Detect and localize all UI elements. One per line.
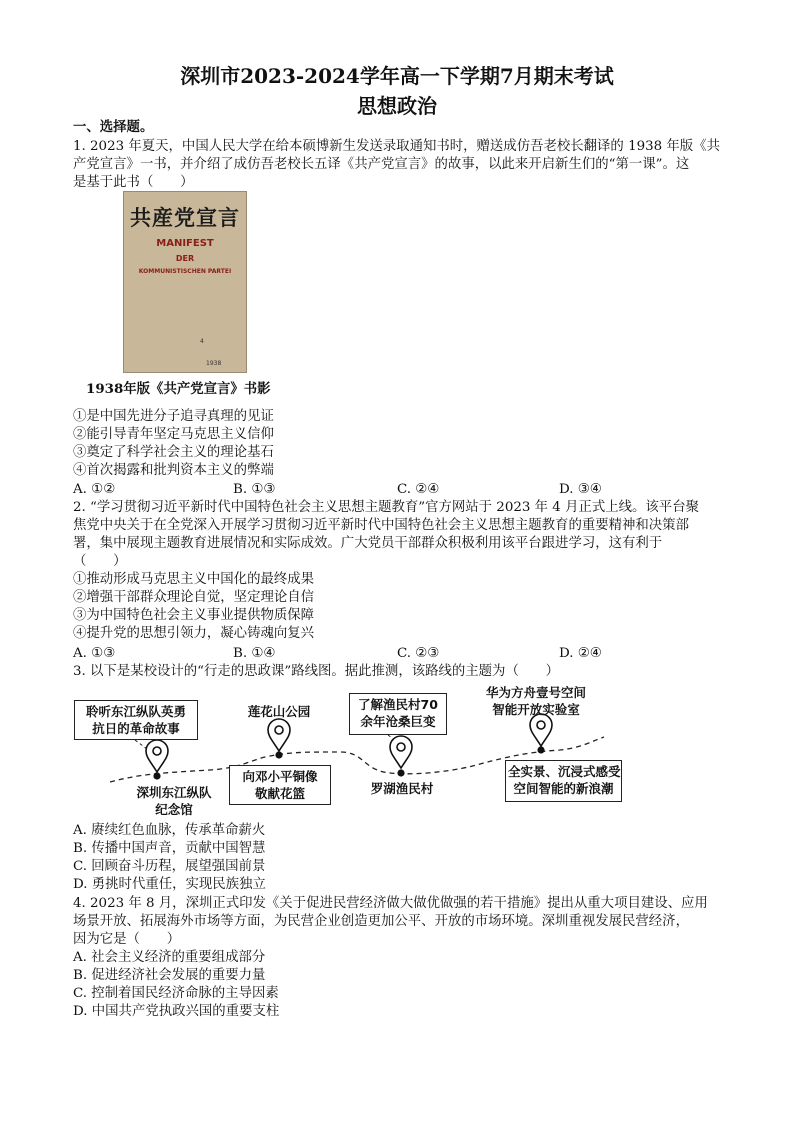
q3-option-c[interactable]: C. 回顾奋斗历程，展望强国前景 [73, 859, 266, 874]
book-title: 共産党宣言 [130, 206, 240, 230]
box1-line-2: 抗日的革命故事 [92, 721, 180, 736]
q4-option-d[interactable]: D. 中国共产党执政兴国的重要支柱 [73, 1004, 280, 1019]
q3-option-a[interactable]: A. 赓续红色血脉，传承革命薪火 [73, 823, 266, 838]
exam-title: 深圳市2023-2024学年高一下学期7月期末考试 [180, 64, 614, 88]
q1-stem-line-1: 1. 2023 年夏天，中国人民大学在给本硕博新生发送录取通知书时，赠送成仿吾老校长翻译的 1938 年版《共 [73, 139, 720, 154]
q1-item-2: ②能引导青年坚定马克思主义信仰 [73, 427, 274, 442]
q3-option-b[interactable]: B. 传播中国声音，贡献中国智慧 [73, 841, 266, 856]
section-heading: 一、选择题。 [73, 119, 154, 135]
box4-line-1: 全实景、沉浸式感受 [508, 764, 621, 779]
box2-line-2: 敬献花篮 [254, 786, 305, 801]
q2-item-1: ①推动形成马克思主义中国化的最终成果 [73, 572, 315, 587]
q4-option-c[interactable]: C. 控制着国民经济命脉的主导因素 [73, 986, 279, 1001]
book-number: 4 [200, 338, 204, 345]
stop-label-luohu-village: 罗湖渔民村 [370, 781, 434, 796]
q3-option-d[interactable]: D. 勇挑时代重任，实现民族独立 [73, 877, 266, 892]
q1-item-1: ①是中国先进分子追寻真理的见证 [73, 409, 274, 424]
stop-label-lianhuashan: 莲花山公园 [247, 704, 311, 719]
location-pin-icon [530, 714, 552, 746]
q2-option-b[interactable]: B. ①④ [233, 646, 276, 661]
q1-stem-line-3: 是基于此书（ ） [73, 175, 194, 190]
q2-stem-line-2: 焦党中央关于在全党深入开展学习贯彻习近平新时代中国特色社会主义思想主题教育的重要精神和决策部 [73, 518, 689, 533]
box3-line-2: 余年沧桑巨变 [360, 714, 436, 729]
book-year: 1938 [206, 360, 222, 367]
q2-stem-line-1: 2. “学习贯彻习近平新时代中国特色社会主义思想主题教育”官方网站于 2023 年 4 月正式上线。该平台聚 [73, 500, 699, 515]
book-caption: 1938年版《共产党宣言》书影 [86, 381, 271, 397]
route-box-east-river-story [74, 700, 198, 740]
route-box-spatial-intelligence [505, 760, 622, 802]
stop-label-dongjiang-memorial [128, 784, 220, 818]
box4-line-2: 空间智能的新浪潮 [513, 781, 614, 796]
box2-line-1: 向邓小平铜像 [242, 769, 318, 784]
box1-line-1: 聆听东江纵队英勇 [85, 704, 186, 719]
q1-option-d[interactable]: D. ③④ [559, 482, 602, 497]
q2-stem-line-4: （ ） [73, 554, 127, 569]
q1-option-a[interactable]: A. ①② [73, 482, 116, 497]
q2-option-c[interactable]: C. ②③ [397, 646, 440, 661]
q4-stem-line-2: 场景开放、拓展海外市场等方面，为民营企业创造更加公平、开放的市场环境。深圳重视发展民营经济， [73, 914, 689, 929]
label4-line-1: 华为方舟壹号空间 [485, 685, 586, 700]
q4-option-a[interactable]: A. 社会主义经济的重要组成部分 [73, 950, 266, 965]
q1-item-4: ④首次揭露和批判资本主义的弊端 [73, 463, 274, 478]
stop1-line-1: 深圳东江纵队 [136, 785, 212, 800]
q4-option-b[interactable]: B. 促进经济社会发展的重要力量 [73, 968, 266, 983]
box3-line-1: 了解渔民村70 [358, 697, 438, 712]
stop-dot-3 [397, 769, 404, 776]
q1-item-3: ③奠定了科学社会主义的理论基石 [73, 445, 274, 460]
book-subtitle-manifest: MANIFEST [156, 238, 214, 249]
q2-item-2: ②增强干部群众理论自觉，坚定理论自信 [73, 590, 315, 605]
q1-option-c[interactable]: C. ②④ [397, 482, 440, 497]
location-pin-icon [390, 736, 412, 768]
stop1-line-2: 纪念馆 [155, 802, 193, 817]
q2-option-d[interactable]: D. ②④ [559, 646, 602, 661]
location-pin-icon [268, 719, 290, 751]
stop-label-huawei-lab [474, 684, 598, 718]
q2-item-3: ③为中国特色社会主义事业提供物质保障 [73, 608, 315, 623]
book-subtitle-der: DER [175, 254, 195, 263]
q4-stem-line-1: 4. 2023 年 8 月，深圳正式印发《关于促进民营经济做大做优做强的若干措施》提出从重大项目建设、应用 [73, 896, 708, 911]
q2-stem-line-3: 署，集中展现主题教育进展情况和实际成效。广大党员干部群众积极利用该平台跟进学习，这有利于 [73, 536, 663, 551]
q1-stem-line-2: 产党宣言》一书，并介绍了成仿吾老校长五译《共产党宣言》的故事，以此来开启新生们的“第一课”。这 [73, 157, 690, 172]
q1-option-b[interactable]: B. ①③ [233, 482, 276, 497]
location-pin-icon [146, 740, 168, 772]
exam-subject: 思想政治 [357, 94, 437, 118]
q2-item-4: ④提升党的思想引领力，凝心铸魂向复兴 [73, 626, 315, 641]
q2-option-a[interactable]: A. ①③ [73, 646, 116, 661]
label4-line-2: 智能开放实验室 [492, 702, 580, 717]
q4-stem-line-3: 因为它是（ ） [73, 932, 181, 947]
route-box-deng-statue [229, 765, 331, 805]
book-subtitle-partei: KOMMUNISTISCHEN PARTEI [138, 268, 232, 275]
route-box-fishing-village [349, 693, 447, 735]
q3-stem: 3. 以下是某校设计的“行走的思政课”路线图。据此推测，该路线的主题为（ ） [73, 664, 560, 679]
